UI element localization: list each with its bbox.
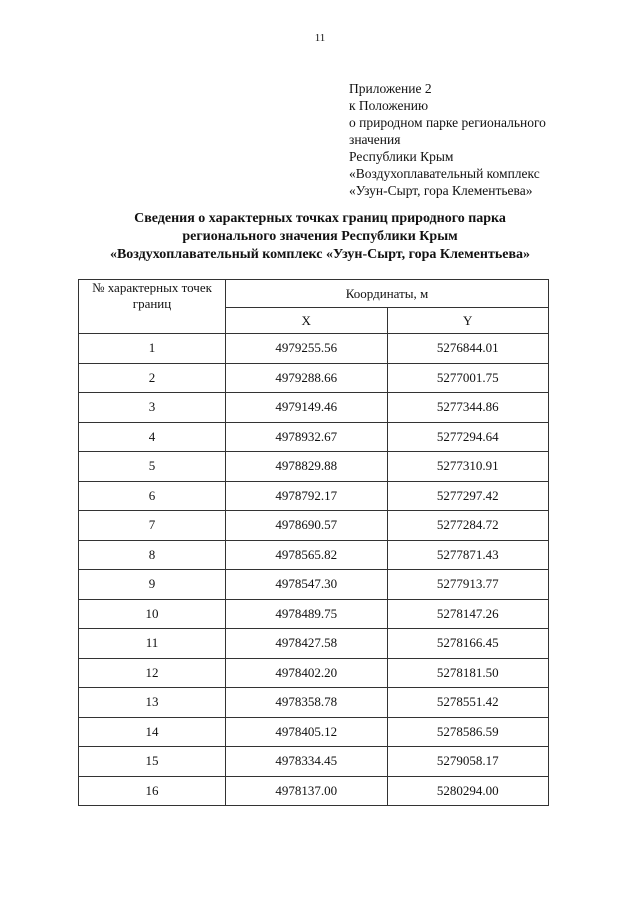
table-row <box>79 540 549 570</box>
point-number-cell: 13 <box>79 688 226 718</box>
appendix-line: «Воздухоплавательный комплекс <box>349 166 540 181</box>
coordinates-table <box>78 279 549 806</box>
title-line: «Воздухоплавательный комплекс «Узун-Сырт, гора Клементьева» <box>109 247 531 262</box>
point-number-cell: 6 <box>79 481 226 511</box>
x-coordinate-cell: 4978792.17 <box>226 481 388 511</box>
point-number-cell: 3 <box>79 393 226 423</box>
y-coordinate-cell: 5277001.75 <box>387 363 549 393</box>
y-coordinate-cell: 5277297.42 <box>387 481 549 511</box>
appendix-line: «Узун-Сырт, гора Клементьева» <box>349 183 533 198</box>
table-row <box>79 776 549 806</box>
appendix-line: к Положению <box>349 98 429 113</box>
table-row <box>79 511 549 541</box>
appendix-line: Республики Крым <box>349 149 454 164</box>
y-coordinate-cell: 5278181.50 <box>387 658 549 688</box>
table-row <box>79 599 549 629</box>
y-coordinate-cell: 5277344.86 <box>387 393 549 423</box>
appendix-line: о природном парке регионального <box>349 115 546 130</box>
x-coordinate-cell: 4978405.12 <box>226 717 388 747</box>
header-point-number <box>79 280 226 334</box>
point-number-cell: 12 <box>79 658 226 688</box>
y-coordinate-cell: 5279058.17 <box>387 747 549 777</box>
x-coordinate-cell: 4978427.58 <box>226 629 388 659</box>
x-coordinate-cell: 4978565.82 <box>226 540 388 570</box>
x-coordinate-cell: 4978137.00 <box>226 776 388 806</box>
y-coordinate-cell: 5278166.45 <box>387 629 549 659</box>
title-line: регионального значения Республики Крым <box>182 229 458 244</box>
table-row <box>79 570 549 600</box>
point-number-cell: 14 <box>79 717 226 747</box>
table-row <box>79 422 549 452</box>
point-number-cell: 8 <box>79 540 226 570</box>
table-row <box>79 717 549 747</box>
x-coordinate-cell: 4979149.46 <box>226 393 388 423</box>
point-number-cell: 11 <box>79 629 226 659</box>
x-coordinate-cell: 4978358.78 <box>226 688 388 718</box>
table-row <box>79 747 549 777</box>
table-row <box>79 658 549 688</box>
y-coordinate-cell: 5277310.91 <box>387 452 549 482</box>
table-row <box>79 481 549 511</box>
y-coordinate-cell: 5277294.64 <box>387 422 549 452</box>
y-coordinate-cell: 5280294.00 <box>387 776 549 806</box>
y-coordinate-cell: 5278147.26 <box>387 599 549 629</box>
header-point-number-line1: № характерных точек <box>92 280 212 295</box>
x-coordinate-cell: 4978402.20 <box>226 658 388 688</box>
header-point-number-line2: границ <box>132 296 172 311</box>
appendix-line: значения <box>349 132 401 147</box>
x-coordinate-cell: 4978547.30 <box>226 570 388 600</box>
header-x: X <box>226 308 388 334</box>
point-number-cell: 5 <box>79 452 226 482</box>
document-title <box>0 210 640 264</box>
y-coordinate-cell: 5278551.42 <box>387 688 549 718</box>
point-number-cell: 9 <box>79 570 226 600</box>
x-coordinate-cell: 4979288.66 <box>226 363 388 393</box>
y-coordinate-cell: 5277871.43 <box>387 540 549 570</box>
x-coordinate-cell: 4978829.88 <box>226 452 388 482</box>
table-row <box>79 629 549 659</box>
header-y: Y <box>387 308 549 334</box>
appendix-line: Приложение 2 <box>349 81 432 96</box>
header-coordinates: Координаты, м <box>226 280 549 308</box>
title-line: Сведения о характерных точках границ природного парка <box>134 211 506 226</box>
point-number-cell: 2 <box>79 363 226 393</box>
point-number-cell: 16 <box>79 776 226 806</box>
table-row <box>79 334 549 364</box>
table-row <box>79 393 549 423</box>
appendix-reference <box>349 80 546 199</box>
x-coordinate-cell: 4979255.56 <box>226 334 388 364</box>
point-number-cell: 10 <box>79 599 226 629</box>
x-coordinate-cell: 4978489.75 <box>226 599 388 629</box>
y-coordinate-cell: 5277913.77 <box>387 570 549 600</box>
x-coordinate-cell: 4978932.67 <box>226 422 388 452</box>
table-row <box>79 688 549 718</box>
point-number-cell: 1 <box>79 334 226 364</box>
table-row <box>79 363 549 393</box>
x-coordinate-cell: 4978334.45 <box>226 747 388 777</box>
point-number-cell: 4 <box>79 422 226 452</box>
table-row <box>79 452 549 482</box>
table-body <box>79 334 549 806</box>
x-coordinate-cell: 4978690.57 <box>226 511 388 541</box>
point-number-cell: 7 <box>79 511 226 541</box>
y-coordinate-cell: 5276844.01 <box>387 334 549 364</box>
page-number: 11 <box>314 32 326 44</box>
point-number-cell: 15 <box>79 747 226 777</box>
y-coordinate-cell: 5278586.59 <box>387 717 549 747</box>
y-coordinate-cell: 5277284.72 <box>387 511 549 541</box>
